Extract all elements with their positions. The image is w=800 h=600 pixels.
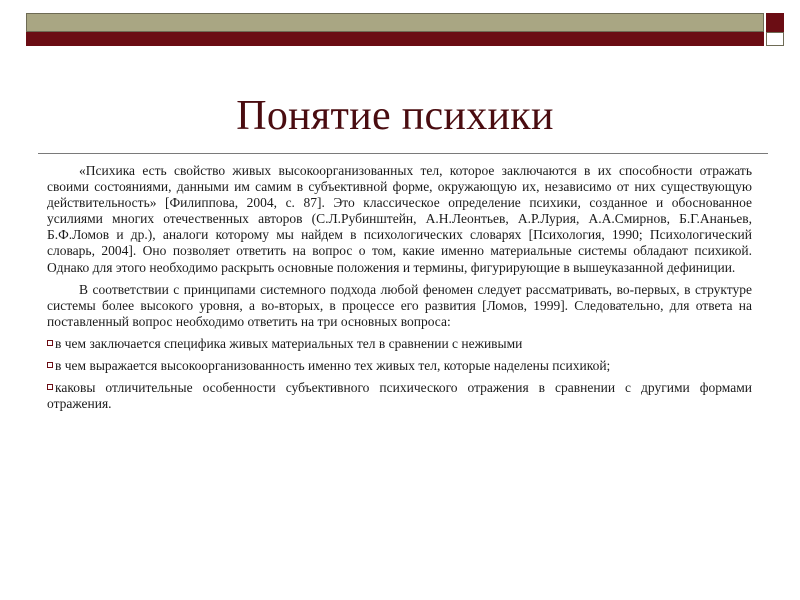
list-item bbox=[47, 380, 752, 412]
slide-title: Понятие психики bbox=[236, 93, 554, 139]
list-item bbox=[47, 358, 752, 374]
slide-body bbox=[47, 163, 752, 418]
paragraph-systems-approach: В соответствии с принципами системного подхода любой феномен следует рассматривать, во-первых, в структуре системы более высокого уровня, а во-вторых, в процессе его развития [Ломов, 1999]. Следовательно, для ответа на поставленный вопрос необходимо ответить на три основных вопроса: bbox=[47, 281, 752, 329]
square-bullet-icon bbox=[47, 384, 53, 390]
title-divider bbox=[38, 153, 768, 154]
bullet-text: в чем выражается высокоорганизованность именно тех живых тел, которые наделены психикой; bbox=[55, 358, 611, 374]
corner-square-top bbox=[766, 13, 784, 32]
square-bullet-icon bbox=[47, 362, 53, 368]
header-band-olive bbox=[26, 13, 764, 32]
bullet-text: в чем заключается специфика живых материальных тел в сравнении с неживыми bbox=[55, 335, 523, 351]
bullet-text: каковы отличительные особенности субъективного психического отражения в сравнении с другими формами отражения. bbox=[47, 380, 752, 412]
header-band-maroon bbox=[26, 32, 764, 46]
paragraph-definition: «Психика есть свойство живых высокоорганизованных тел, которое заключаются в их способности отражать своими состояниями, данными им самим в субъективной форме, окружающую их, независимо от них существующую действительность» [Филиппова, 2004, с. 87]. Это классическое определение психики, созданное и обоснованное усилиями многих отечественных авторов (С.Л.Рубинштейн, А.Н.Леонтьев, А.Р.Лурия, А.А.Смирнов, Б.Г.Ананьев, Б.Ф.Ломов и др.), аналоги которому мы найдем в психологических словарях [Психология, 1990; Психологический словарь, 2004]. Оно позволяет ответить на вопрос о том, какие именно материальные системы обладают психикой. Однако для этого необходимо раскрыть основные положения и термины, фигурирующие в вышеуказанной дефиниции. bbox=[47, 163, 752, 275]
square-bullet-icon bbox=[47, 340, 53, 346]
corner-square-bottom bbox=[766, 32, 784, 46]
list-item bbox=[47, 336, 752, 352]
